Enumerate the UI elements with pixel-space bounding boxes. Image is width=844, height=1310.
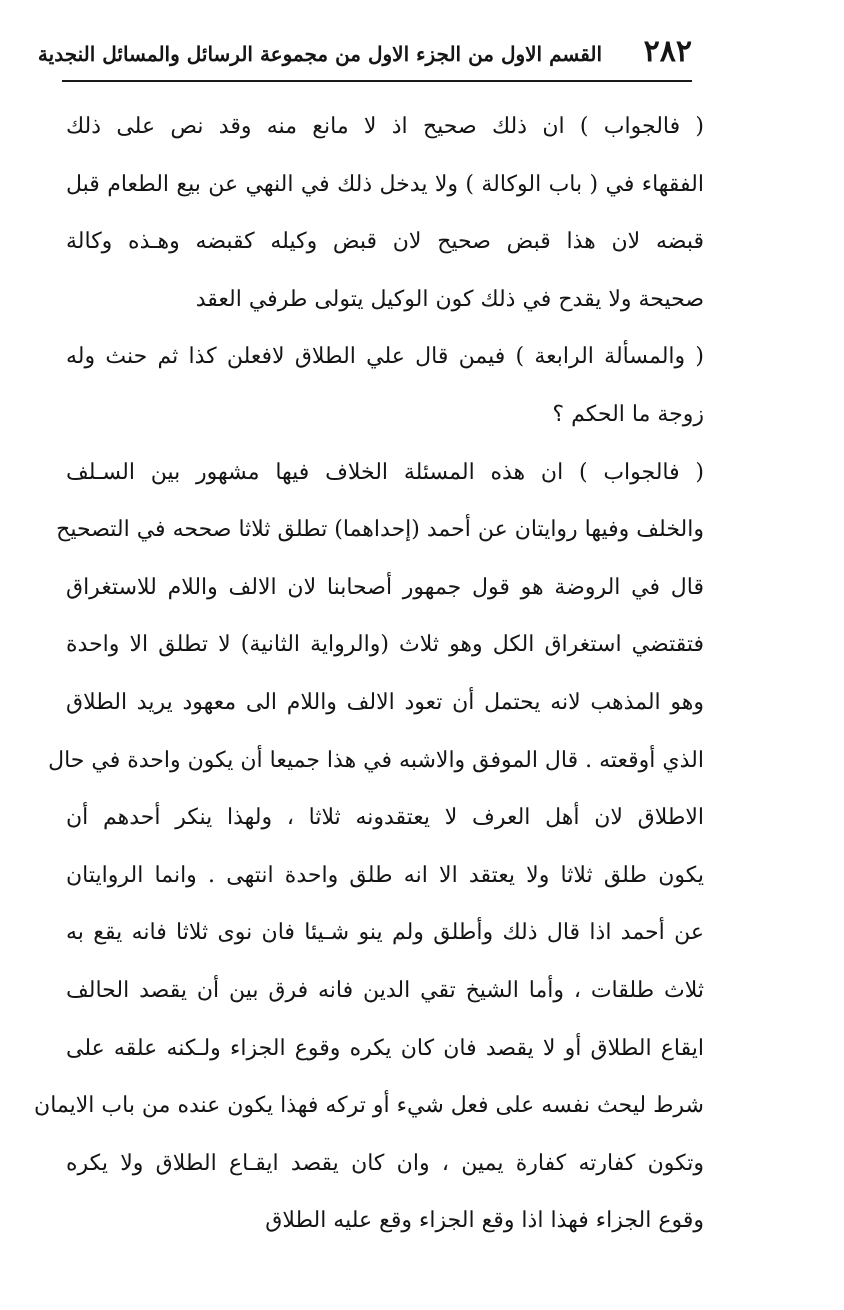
text-line: وهو المذهب لانه يحتمل أن تعود الالف واللام الى معهود يريد الطلاق (66, 689, 704, 715)
text-line: الذي أوقعته . قال الموفق والاشبه في هذا جميعا أن يكون واحدة في حال (48, 747, 704, 773)
text-line: وقوع الجزاء فهذا اذا وقع الجزاء وقع عليه الطلاق (265, 1208, 704, 1234)
page-header (37, 32, 692, 82)
body-text (34, 98, 704, 1250)
text-line: قبضه لان هذا قبض صحيح لان قبض وكيله كقبضه وهـذه وكالة (66, 229, 704, 255)
running-title: القسم الاول من الجزء الاول من مجموعة الرسائل والمسائل النجدية (37, 42, 602, 66)
text-line: زوجة ما الحكم ؟ (552, 401, 704, 427)
text-line: قال في الروضة هو قول جمهور أصحابنا لان الالف واللام للاستغراق (66, 574, 704, 600)
text-line: وتكون كفارته كفارة يمين ، وان كان يقصد ايقـاع الطلاق ولا يكره (66, 1150, 704, 1176)
text-line: ( والمسألة الرابعة ) فيمن قال علي الطلاق لافعلن كذا ثم حنث وله (66, 344, 704, 370)
text-line: ( فالجواب ) ان ذلك صحيح اذ لا مانع منه وقد نص على ذلك (66, 114, 704, 139)
text-line: الفقهاء في ( باب الوكالة ) ولا يدخل ذلك في النهي عن بيع الطعام قبل (66, 171, 704, 197)
text-line: عن أحمد اذا قال ذلك وأطلق ولم ينو شـيئا فان نوى ثلاثا فانه يقع به (66, 920, 704, 946)
text-line: صحيحة ولا يقدح في ذلك كون الوكيل يتولى طرفي العقد (195, 286, 704, 312)
header-rule (62, 80, 692, 82)
text-line: يكون طلق ثلاثا ولا يعتقد الا انه طلق واحدة انتهى . وانما الروايتان (66, 862, 704, 888)
text-line: والخلف وفيها روايتان عن أحمد (إحداهما) تطلق ثلاثا صححه في التصحيح (56, 517, 704, 543)
text-line: ( فالجواب ) ان هذه المسئلة الخلاف فيها مشهور بين السـلف (66, 459, 704, 485)
text-line: ثلاث طلقات ، وأما الشيخ تقي الدين فانه فرق بين أن يقصد الحالف (66, 977, 704, 1003)
text-line: ايقاع الطلاق أو لا يقصد فان كان يكره وقوع الجزاء ولـكنه علقه على (66, 1035, 704, 1061)
page-number: ٢٨٢ (643, 34, 692, 69)
text-line: شرط ليحث نفسه على فعل شيء أو تركه فهذا يكون عنده من باب الايمان (34, 1093, 704, 1119)
text-line: فتقتضي استغراق الكل وهو ثلاث (والرواية الثانية) لا تطلق الا واحدة (66, 632, 704, 658)
text-line: الاطلاق لان أهل العرف لا يعتقدونه ثلاثا ، ولهذا ينكر أحدهم أن (66, 805, 704, 831)
